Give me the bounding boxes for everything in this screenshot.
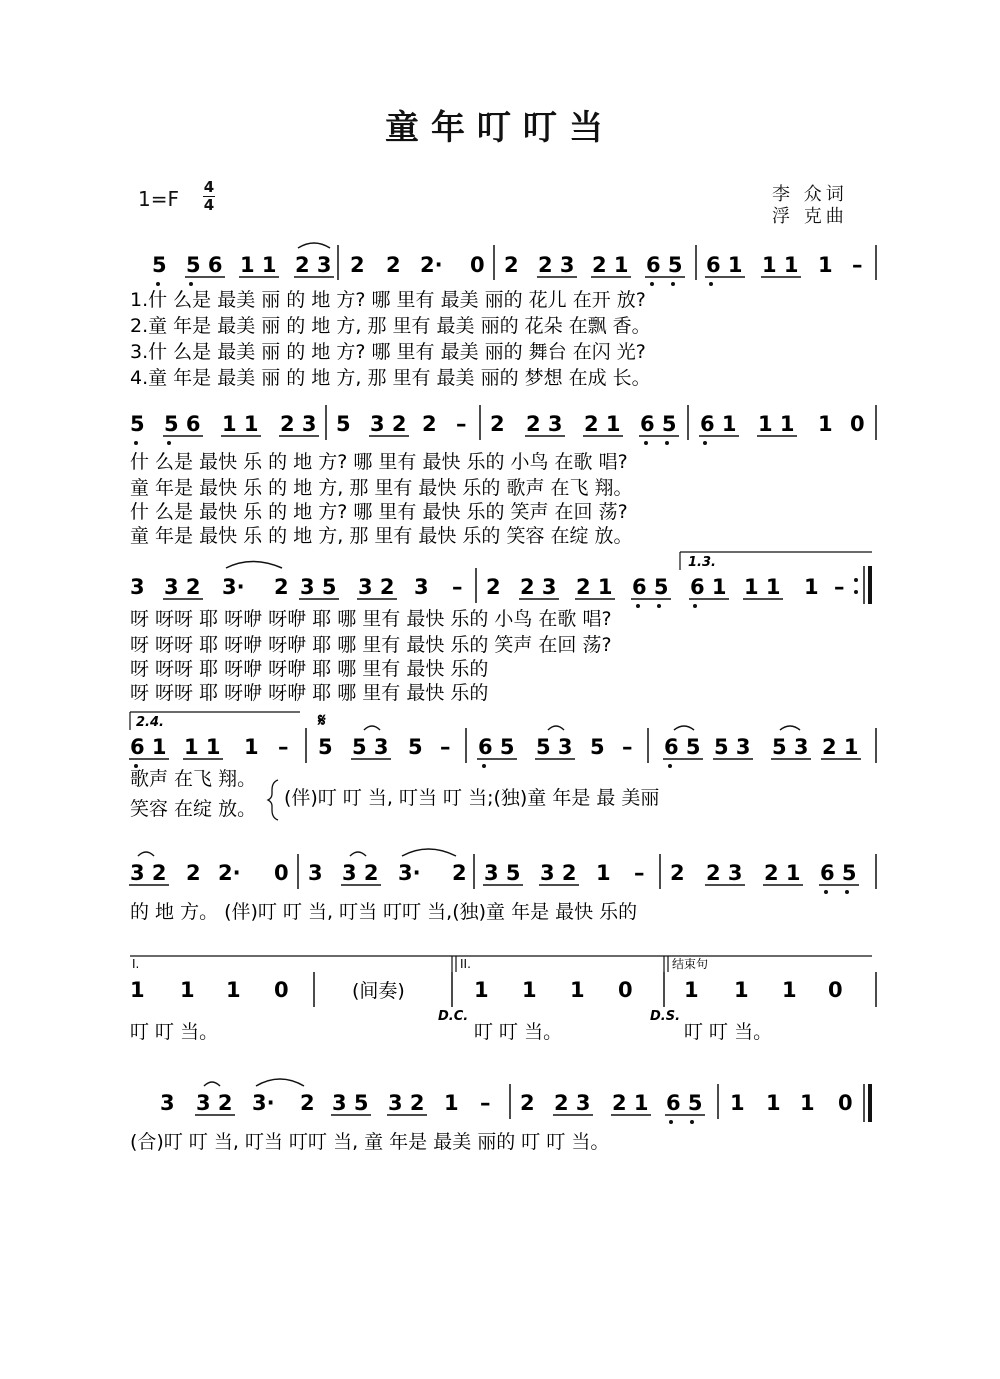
notes-s6-a2: 1	[180, 978, 195, 1002]
notes-s4-m1-3: 1	[244, 735, 259, 759]
notes-s3-m1-3: 3·	[222, 575, 245, 599]
notes-m2-3: 2·	[420, 253, 443, 277]
notes-m3-3: 2 1	[592, 253, 629, 277]
notes-s5-m1-1: 3 2	[130, 861, 167, 885]
system-3	[130, 552, 872, 704]
lyric-s7: (合)叮 叮 当, 叮当 叮叮 当, 童 年是 最美 丽的 叮 叮 当。	[130, 1131, 610, 1153]
notes-s5-m4-2: 2 3	[706, 861, 743, 885]
notes-s2-m3-3: 2 1	[584, 412, 621, 436]
notes-s6-b3: 1	[570, 978, 585, 1002]
lyric-s1-v3: 3.什 么是 最美 丽 的 地 方? 哪 里有 最美 丽的 舞台 在闪 光?	[130, 341, 646, 363]
notes-s3-m3-1: 2	[486, 575, 501, 599]
notes-s5-m4-4: 6 5	[820, 861, 857, 885]
notes-s4-m2-4: –	[440, 735, 451, 759]
notes-s4-m4-4: 2 1	[822, 735, 859, 759]
notes-s5-m2-2: 3 2	[342, 861, 379, 885]
notes-s4-m2-1: 5	[318, 735, 333, 759]
notes-s4-m3-2: 5 3	[536, 735, 573, 759]
notes-s7-m2-4: –	[480, 1091, 491, 1115]
notes-s4-m4-3: 5 3	[772, 735, 809, 759]
notes-s3-m4-3: 1	[804, 575, 819, 599]
notes-s3-m1-4: 2	[274, 575, 289, 599]
notes-s7-m3-3: 2 1	[612, 1091, 649, 1115]
notes-m4-2: 1 1	[762, 253, 799, 277]
system-5	[129, 849, 876, 923]
system-6	[130, 956, 876, 1043]
lyric-s4-bottom: 笑容 在绽 放。	[130, 798, 257, 820]
notes-s5-m3-2: 3 2	[540, 861, 577, 885]
notes-s2-m1-1: 5	[130, 412, 145, 436]
notes-s3-m1-2: 3 2	[164, 575, 201, 599]
repeat-end-barline	[854, 566, 870, 604]
notes-s2-m2-3: 2	[422, 412, 437, 436]
lyric-s4-shared: (伴)叮 叮 当, 叮当 叮 当;(独)童 年是 最 美丽	[284, 787, 660, 809]
notes-s2-m2-4: –	[456, 412, 467, 436]
notes-s5-m3-4: –	[634, 861, 645, 885]
lyric-s2-v3: 什 么是 最快 乐 的 地 方? 哪 里有 最快 乐的 笑声 在回 荡?	[130, 501, 628, 523]
key-signature: 1=F	[138, 187, 179, 211]
notes-m2-2: 2	[386, 253, 401, 277]
system-4	[129, 710, 876, 820]
notes-s3-m4-4: –	[834, 575, 845, 599]
notes-s7-m2-3: 1	[444, 1091, 459, 1115]
notes-m4-4: –	[852, 253, 863, 277]
lyric-s3-v3: 呀 呀呀 耶 呀咿 呀咿 耶 哪 里有 最快 乐的	[130, 658, 489, 680]
notes-s7-m3-2: 2 3	[554, 1091, 591, 1115]
system-2	[130, 405, 876, 547]
notes-s2-m4-4: 0	[850, 412, 865, 436]
interlude-label: (间奏)	[352, 980, 405, 1002]
notes-s7-m2-2: 3 2	[388, 1091, 425, 1115]
lyric-s6-c: 叮 叮 当。	[684, 1021, 773, 1043]
notes-s2-m2-1: 5	[336, 412, 351, 436]
notes-s7-m1-3: 3·	[252, 1091, 275, 1115]
notes-s3-m2-4: –	[452, 575, 463, 599]
lyric-s3-v4: 呀 呀呀 耶 呀咿 呀咿 耶 哪 里有 最快 乐的	[130, 682, 489, 704]
notes-s6-c2: 1	[734, 978, 749, 1002]
notes-s7-m1-2: 3 2	[196, 1091, 233, 1115]
notes-s5-m1-2: 2	[186, 861, 201, 885]
notes-m3-4: 6 5	[646, 253, 683, 277]
notes-s4-m1-1: 6 1	[130, 735, 167, 759]
notes-s3-m3-2: 2 3	[520, 575, 557, 599]
notes-s3-m2-2: 3 2	[358, 575, 395, 599]
notes-s2-m3-1: 2	[490, 412, 505, 436]
notes-s2-m1-2: 5 6	[164, 412, 201, 436]
notes-s6-b4: 0	[618, 978, 633, 1002]
notes-s7-m1-1: 3	[160, 1091, 175, 1115]
notes-s5-m2-3: 3·	[398, 861, 421, 885]
song-title: 童年叮叮当	[385, 108, 615, 148]
notes-s2-m4-1: 6 1	[700, 412, 737, 436]
notes-m3-1: 2	[504, 253, 519, 277]
notes-s4-m3-1: 6 5	[478, 735, 515, 759]
notes-m4-3: 1	[818, 253, 833, 277]
notes-s3-m4-2: 1 1	[744, 575, 781, 599]
notes-s5-m4-1: 2	[670, 861, 685, 885]
notes-s4-m4-2: 5 3	[714, 735, 751, 759]
notes-s2-m4-2: 1 1	[758, 412, 795, 436]
lyric-s4-top: 歌声 在飞 翔。	[130, 768, 257, 790]
final-barline	[864, 1084, 870, 1122]
notes-s6-a3: 1	[226, 978, 241, 1002]
dc-mark: D.C.	[438, 1009, 469, 1024]
notes-s4-m1-4: –	[278, 735, 289, 759]
lyric-s3-v1: 呀 呀呀 耶 呀咿 呀咿 耶 哪 里有 最快 乐的 小鸟 在歌 唱?	[130, 608, 612, 630]
ending-2-label: II.	[460, 957, 471, 971]
lyric-s1-v4: 4.童 年是 最美 丽 的 地 方, 那 里有 最美 丽的 梦想 在成 长。	[130, 367, 651, 389]
notes-m1-1: 5	[152, 253, 167, 277]
system-1	[130, 243, 876, 389]
notes-s7-m4-4: 0	[838, 1091, 853, 1115]
notes-m3-2: 2 3	[538, 253, 575, 277]
ending-final-label: 结束句	[672, 957, 709, 971]
notes-s7-m2-1: 3 5	[332, 1091, 369, 1115]
notes-m1-4: 2 3	[295, 253, 332, 277]
notes-s6-a1: 1	[130, 978, 145, 1002]
notes-s6-b1: 1	[474, 978, 489, 1002]
volta-1-3: 1.3.	[688, 555, 716, 570]
notes-m4-1: 6 1	[706, 253, 743, 277]
notes-s5-m1-4: 0	[274, 861, 289, 885]
segno-sign: 𝄋	[318, 710, 326, 731]
lyric-s6-a: 叮 叮 当。	[130, 1021, 219, 1043]
lyric-s3-v2: 呀 呀呀 耶 呀咿 呀咿 耶 哪 里有 最快 乐的 笑声 在回 荡?	[130, 634, 612, 656]
notes-s5-m4-3: 2 1	[764, 861, 801, 885]
notes-s7-m3-1: 2	[520, 1091, 535, 1115]
notes-s2-m3-4: 6 5	[640, 412, 677, 436]
lyric-s1-v2: 2.童 年是 最美 丽 的 地 方, 那 里有 最美 丽的 花朵 在飘 香。	[130, 315, 651, 337]
notes-s4-m2-2: 5 3	[352, 735, 389, 759]
notes-m1-3: 1 1	[240, 253, 277, 277]
composer-credit: 浮 克曲	[772, 206, 848, 227]
lyric-s2-v1: 什 么是 最快 乐 的 地 方? 哪 里有 最快 乐的 小鸟 在歌 唱?	[130, 451, 628, 473]
notes-s4-m1-2: 1 1	[184, 735, 221, 759]
notes-s2-m4-3: 1	[818, 412, 833, 436]
notes-s3-m1-1: 3	[130, 575, 145, 599]
notes-s6-b2: 1	[522, 978, 537, 1002]
notes-m2-4: 0	[470, 253, 485, 277]
lyricist-credit: 李 众词	[772, 184, 848, 205]
notes-s3-m2-1: 3 5	[300, 575, 337, 599]
notes-s3-m3-3: 2 1	[576, 575, 613, 599]
ds-mark: D.S.	[650, 1009, 681, 1024]
notes-s2-m1-4: 2 3	[280, 412, 317, 436]
notes-s7-m1-4: 2	[300, 1091, 315, 1115]
notes-s3-m4-1: 6 1	[690, 575, 727, 599]
notes-s4-m3-4: –	[622, 735, 633, 759]
notes-s7-m4-3: 1	[800, 1091, 815, 1115]
notes-s6-c3: 1	[782, 978, 797, 1002]
notes-s4-m4-1: 6 5	[664, 735, 701, 759]
notes-s5-m3-1: 3 5	[484, 861, 521, 885]
notes-s3-m2-3: 3	[414, 575, 429, 599]
volta-2-4: 2.4.	[136, 715, 164, 730]
notes-s6-c1: 1	[684, 978, 699, 1002]
lyric-s2-v4: 童 年是 最快 乐 的 地 方, 那 里有 最快 乐的 笑容 在绽 放。	[130, 525, 633, 547]
notes-s4-m3-3: 5	[590, 735, 605, 759]
lyric-s2-v2: 童 年是 最快 乐 的 地 方, 那 里有 最快 乐的 歌声 在飞 翔。	[130, 477, 633, 499]
notes-s5-m2-4: 2	[452, 861, 467, 885]
notes-s2-m1-3: 1 1	[222, 412, 259, 436]
notes-s7-m4-2: 1	[766, 1091, 781, 1115]
notes-s4-m2-3: 5	[408, 735, 423, 759]
ending-1-label: I.	[132, 957, 140, 971]
notes-m2-1: 2	[350, 253, 365, 277]
lyric-s1-v1: 1.什 么是 最美 丽 的 地 方? 哪 里有 最美 丽的 花儿 在开 放?	[130, 289, 646, 311]
lyric-s6-b: 叮 叮 当。	[474, 1021, 563, 1043]
notes-s5-m1-3: 2·	[218, 861, 241, 885]
notes-s5-m2-1: 3	[308, 861, 323, 885]
notes-s2-m2-2: 3 2	[370, 412, 407, 436]
notes-s6-a4: 0	[274, 978, 289, 1002]
notes-s5-m3-3: 1	[596, 861, 611, 885]
notes-s2-m3-2: 2 3	[526, 412, 563, 436]
notes-s7-m4-1: 1	[730, 1091, 745, 1115]
system-7	[130, 1079, 870, 1153]
time-signature-top: 4	[203, 178, 215, 196]
notes-m1-2: 5 6	[186, 253, 223, 277]
notes-s7-m3-4: 6 5	[666, 1091, 703, 1115]
time-signature-bottom: 4	[203, 196, 215, 214]
notes-s6-c4: 0	[828, 978, 843, 1002]
lyric-s5: 的 地 方。 (伴)叮 叮 当, 叮当 叮叮 当,(独)童 年是 最快 乐的	[130, 901, 638, 923]
notes-s3-m3-4: 6 5	[632, 575, 669, 599]
